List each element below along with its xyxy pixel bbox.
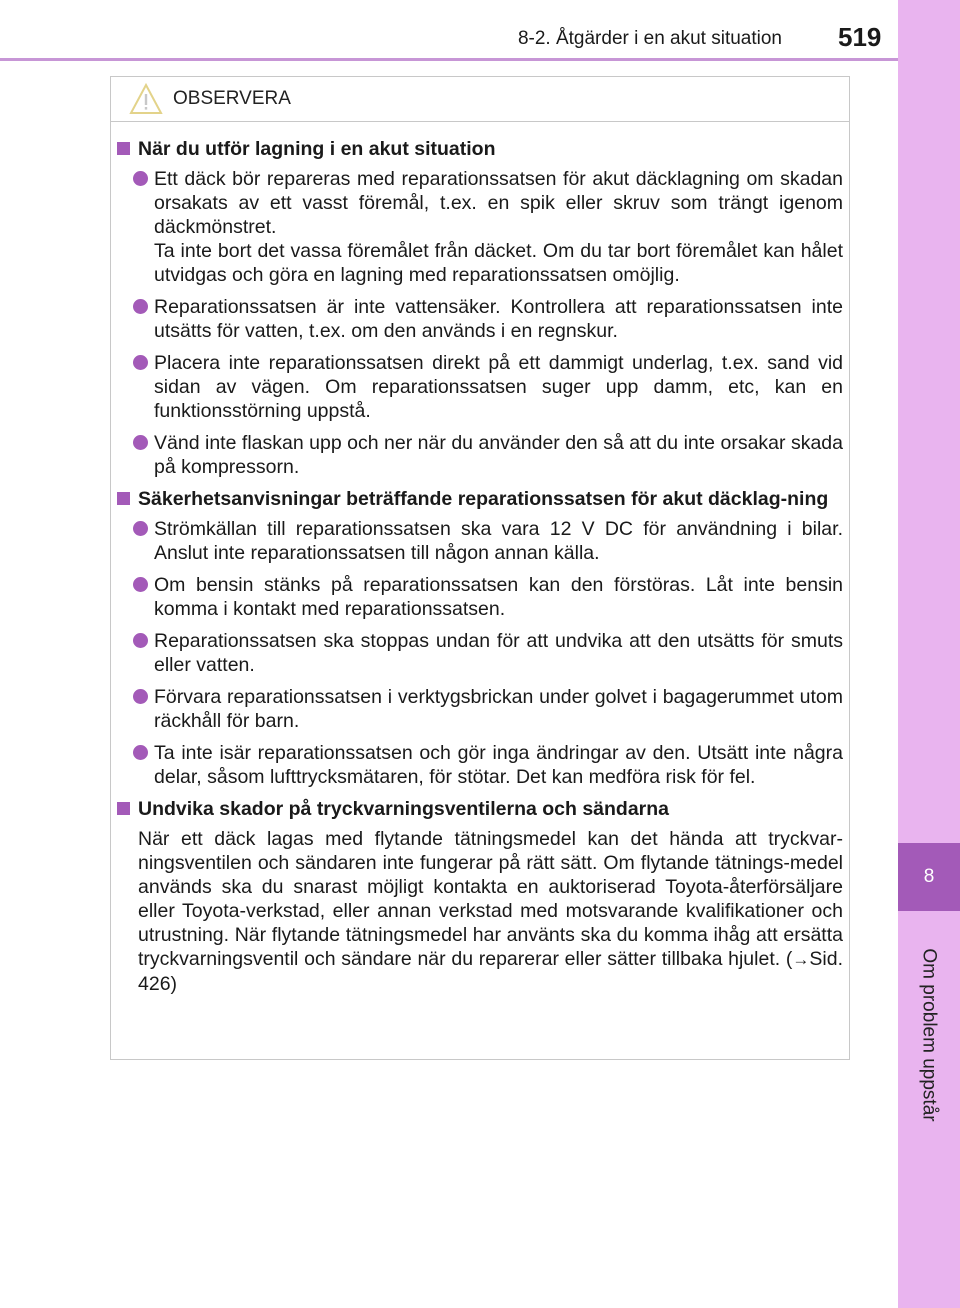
item-text: Reparationssatsen är inte vattensäker. Kontrollera att reparationssatsen inte utsätts för vatten, t.ex. om den används i en regnskur.	[154, 296, 843, 342]
circle-bullet-icon	[133, 633, 148, 648]
circle-bullet-icon	[133, 355, 148, 370]
arrow-right-icon: →	[792, 950, 810, 969]
section-heading: Undvika skador på tryckvarningsventilerna och sändarna	[117, 797, 843, 821]
caution-header	[111, 77, 849, 122]
item-text: Om bensin stänks på reparationssatsen kan den förstöras. Låt inte bensin komma i kontakt med reparationssatsen.	[154, 574, 843, 620]
list-item	[117, 517, 843, 565]
list-item	[117, 573, 843, 621]
chapter-title-text: Om problem uppstår	[919, 948, 940, 1122]
chapter-title	[900, 930, 958, 1140]
caution-box	[110, 76, 850, 1060]
circle-bullet-icon	[133, 521, 148, 536]
item-text: Ta inte isär reparationssatsen och gör inga ändringar av den. Utsätt inte några delar, såsom lufttrycksmätaren, för stötar. Det kan medföra risk för fel.	[154, 742, 843, 788]
item-text: Ett däck bör repareras med reparationssatsen för akut däcklagning om skadan orsakats av ett vasst föremål, t.ex. en spik eller skruv som trängt igenom däckmönstret.	[154, 168, 843, 238]
caution-title: OBSERVERA	[173, 88, 291, 109]
list-item	[117, 629, 843, 677]
list-item	[117, 351, 843, 423]
section-heading: När du utför lagning i en akut situation	[117, 137, 843, 161]
section-pressure-valves	[117, 797, 843, 996]
item-text: Ta inte bort det vassa föremålet från däcket. Om du tar bort föremålet kan hålet utvidgas och göra en lagning med reparationssatsen omöjlig.	[154, 240, 843, 286]
header-rule	[0, 58, 898, 61]
caution-body	[117, 137, 843, 1002]
circle-bullet-icon	[133, 689, 148, 704]
section-emergency-repair	[117, 137, 843, 479]
square-bullet-icon	[117, 142, 130, 155]
list-item	[117, 431, 843, 479]
square-bullet-icon	[117, 492, 130, 505]
list-item	[117, 295, 843, 343]
list-item	[117, 167, 843, 287]
page-reference: Sid. 426)	[138, 948, 843, 995]
item-text: Strömkällan till reparationssatsen ska vara 12 V DC för användning i bilar. Anslut inte reparationssatsen till någon annan källa.	[154, 518, 843, 564]
circle-bullet-icon	[133, 299, 148, 314]
section-paragraph	[117, 827, 843, 996]
item-text: Reparationssatsen ska stoppas undan för att undvika att den utsätts för smuts eller vatten.	[154, 630, 843, 676]
page-number: 519	[838, 22, 882, 52]
item-text: Vänd inte flaskan upp och ner när du använder den så att du inte orsakar skada på kompressorn.	[154, 432, 843, 478]
paragraph-text: När ett däck lagas med flytande tätningsmedel kan det hända att tryckvar-ningsventilen och sändaren inte fungerar på rätt sätt. Om flytande tätnings-medel används ska du snarast möjligt kontakta en auktoriserad Toyota-återförsäljare eller Toyota-verkstad, eller annan verkstad med motsvarande kvalifikationer och utrustning. När flytande tätningsmedel har använts ska du komma ihåg att ersätta tryckvarningsventil och sändare när du reparerar eller sätter tillbaka hjulet. (	[138, 828, 843, 970]
circle-bullet-icon	[133, 171, 148, 186]
circle-bullet-icon	[133, 577, 148, 592]
circle-bullet-icon	[133, 435, 148, 450]
chapter-number: 8	[898, 843, 960, 911]
header-section-title: 8-2. Åtgärder i en akut situation	[517, 28, 782, 49]
item-text: Placera inte reparationssatsen direkt på ett dammigt underlag, t.ex. sand vid sidan av vägen. Om reparationssatsen suger upp damm, etc, kan en funktionsstörning uppstå.	[154, 352, 843, 422]
section-safety-instructions	[117, 487, 843, 789]
item-text: Förvara reparationssatsen i verktygsbrickan under golvet i bagagerummet utom räckhåll för barn.	[154, 686, 843, 732]
section-heading: Säkerhetsanvisningar beträffande reparationssatsen för akut däcklag-ning	[117, 487, 843, 511]
list-item	[117, 741, 843, 789]
square-bullet-icon	[117, 802, 130, 815]
circle-bullet-icon	[133, 745, 148, 760]
list-item	[117, 685, 843, 733]
warning-triangle-icon	[129, 83, 163, 120]
